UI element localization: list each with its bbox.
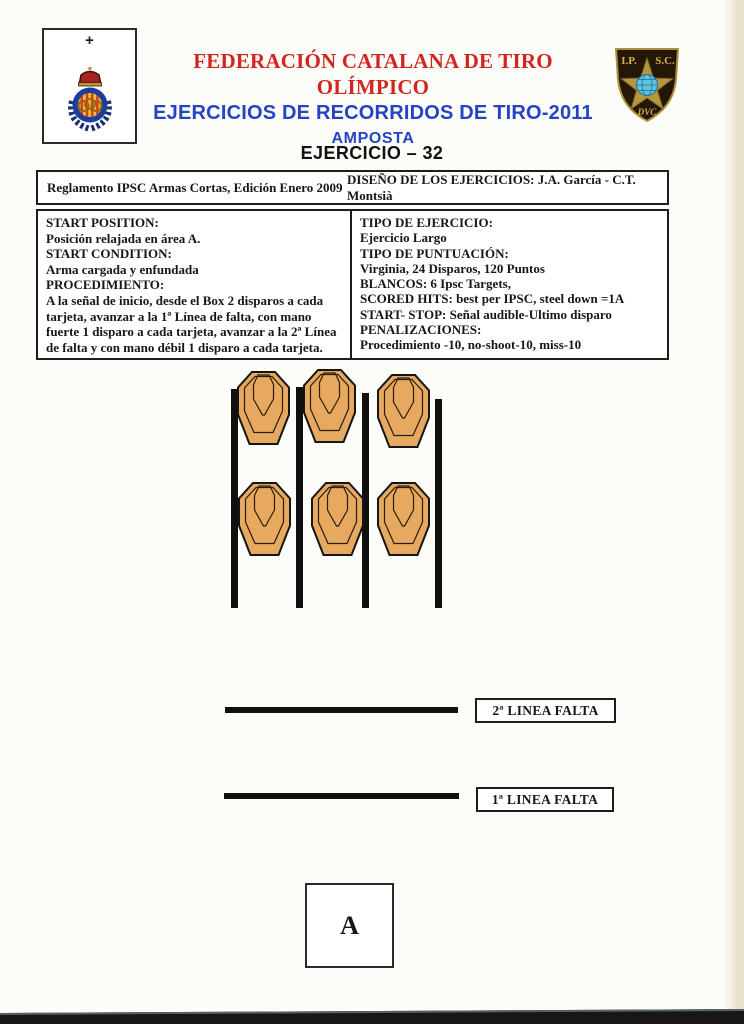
penalties-label: PENALIZACIONES: [360, 322, 482, 338]
scan-edge-bottom [0, 1009, 744, 1024]
exercise-type-value: Ejercicio Largo [360, 230, 447, 246]
target-stick-4 [435, 399, 442, 608]
plus-mark: + [85, 32, 94, 49]
header-titles [138, 48, 608, 151]
start-condition-label: START CONDITION: [46, 246, 172, 262]
exercise-type-label: TIPO DE EJERCICIO: [360, 215, 493, 230]
federation-title: FEDERACIÓN CATALANA DE TIRO OLÍMPICO [193, 49, 553, 99]
ipsc-target-6 [377, 482, 430, 556]
design-credit-text: DISEÑO DE LOS EJERCICIOS: J.A. García - C.T. Montsià [347, 171, 636, 203]
second-fault-line [225, 707, 458, 713]
event-title: EJERCICIOS DE RECORRIDOS DE TIRO-2011 [153, 102, 593, 124]
stage-info-left-cell [38, 211, 352, 358]
scoring-type-value: Virginia, 24 Disparos, 120 Puntos [360, 260, 545, 276]
ipsc-target-2 [303, 369, 356, 443]
stage-info-table [36, 209, 669, 360]
exercise-title: EJERCICIO – 32 [300, 143, 444, 163]
first-fault-label-box [476, 787, 614, 812]
regulation-text: Reglamento IPSC Armas Cortas, Edición Enero 2009 [47, 179, 343, 195]
start-box-a [305, 883, 394, 968]
federation-crest-icon [63, 64, 117, 134]
target-stick-2 [296, 387, 303, 608]
second-fault-label-box [475, 698, 616, 723]
procedure-text: A la señal de inicio, desde el Box 2 disparos a cada tarjeta, avanzar a la 1ª Línea de falta, con mano fuerte 1 disparo a cada tarjeta, avanzar a la 2ª Línea de falta y con mano débil 1 disparo a cada tarjeta. [46, 292, 337, 355]
ipsc-target-3 [377, 374, 430, 448]
targets-line: BLANCOS: 6 Ipsc Targets, [360, 276, 511, 292]
second-fault-label: 2ª LINEA FALTA [492, 702, 599, 718]
federation-logo-box [42, 28, 137, 144]
scoring-type-label: TIPO DE PUNTUACIÓN: [360, 245, 509, 261]
procedure-label: PROCEDIMIENTO: [46, 277, 165, 293]
first-fault-line [224, 793, 459, 799]
ipsc-target-1 [237, 371, 290, 445]
start-box-label: A [340, 910, 359, 940]
ipsc-badge-monogram: DVC [637, 107, 657, 117]
start-position-label: START POSITION: [46, 215, 159, 230]
info-header-row [36, 170, 669, 205]
ipsc-badge-icon [610, 45, 684, 125]
start-position-value: Posición relajada en área A. [46, 230, 201, 246]
scored-hits-line: SCORED HITS: best per IPSC, steel down =1A [360, 291, 625, 307]
start-condition-value: Arma cargada y enfundada [46, 261, 199, 277]
scan-edge-right [724, 0, 744, 1024]
start-stop-line: START- STOP: Señal audible-Ultimo disparo [360, 306, 612, 322]
event-location: AMPOSTA [331, 130, 415, 147]
penalties-line: Procedimiento -10, no-shoot-10, miss-10 [360, 337, 582, 353]
ipsc-target-4 [238, 482, 291, 556]
stage-info-right-cell [352, 211, 667, 358]
ipsc-target-5 [311, 482, 364, 556]
first-fault-label: 1ª LINEA FALTA [491, 791, 599, 807]
ipsc-badge-text-left: I.P. [621, 55, 637, 67]
ipsc-badge-text-right: S.C. [655, 55, 675, 67]
